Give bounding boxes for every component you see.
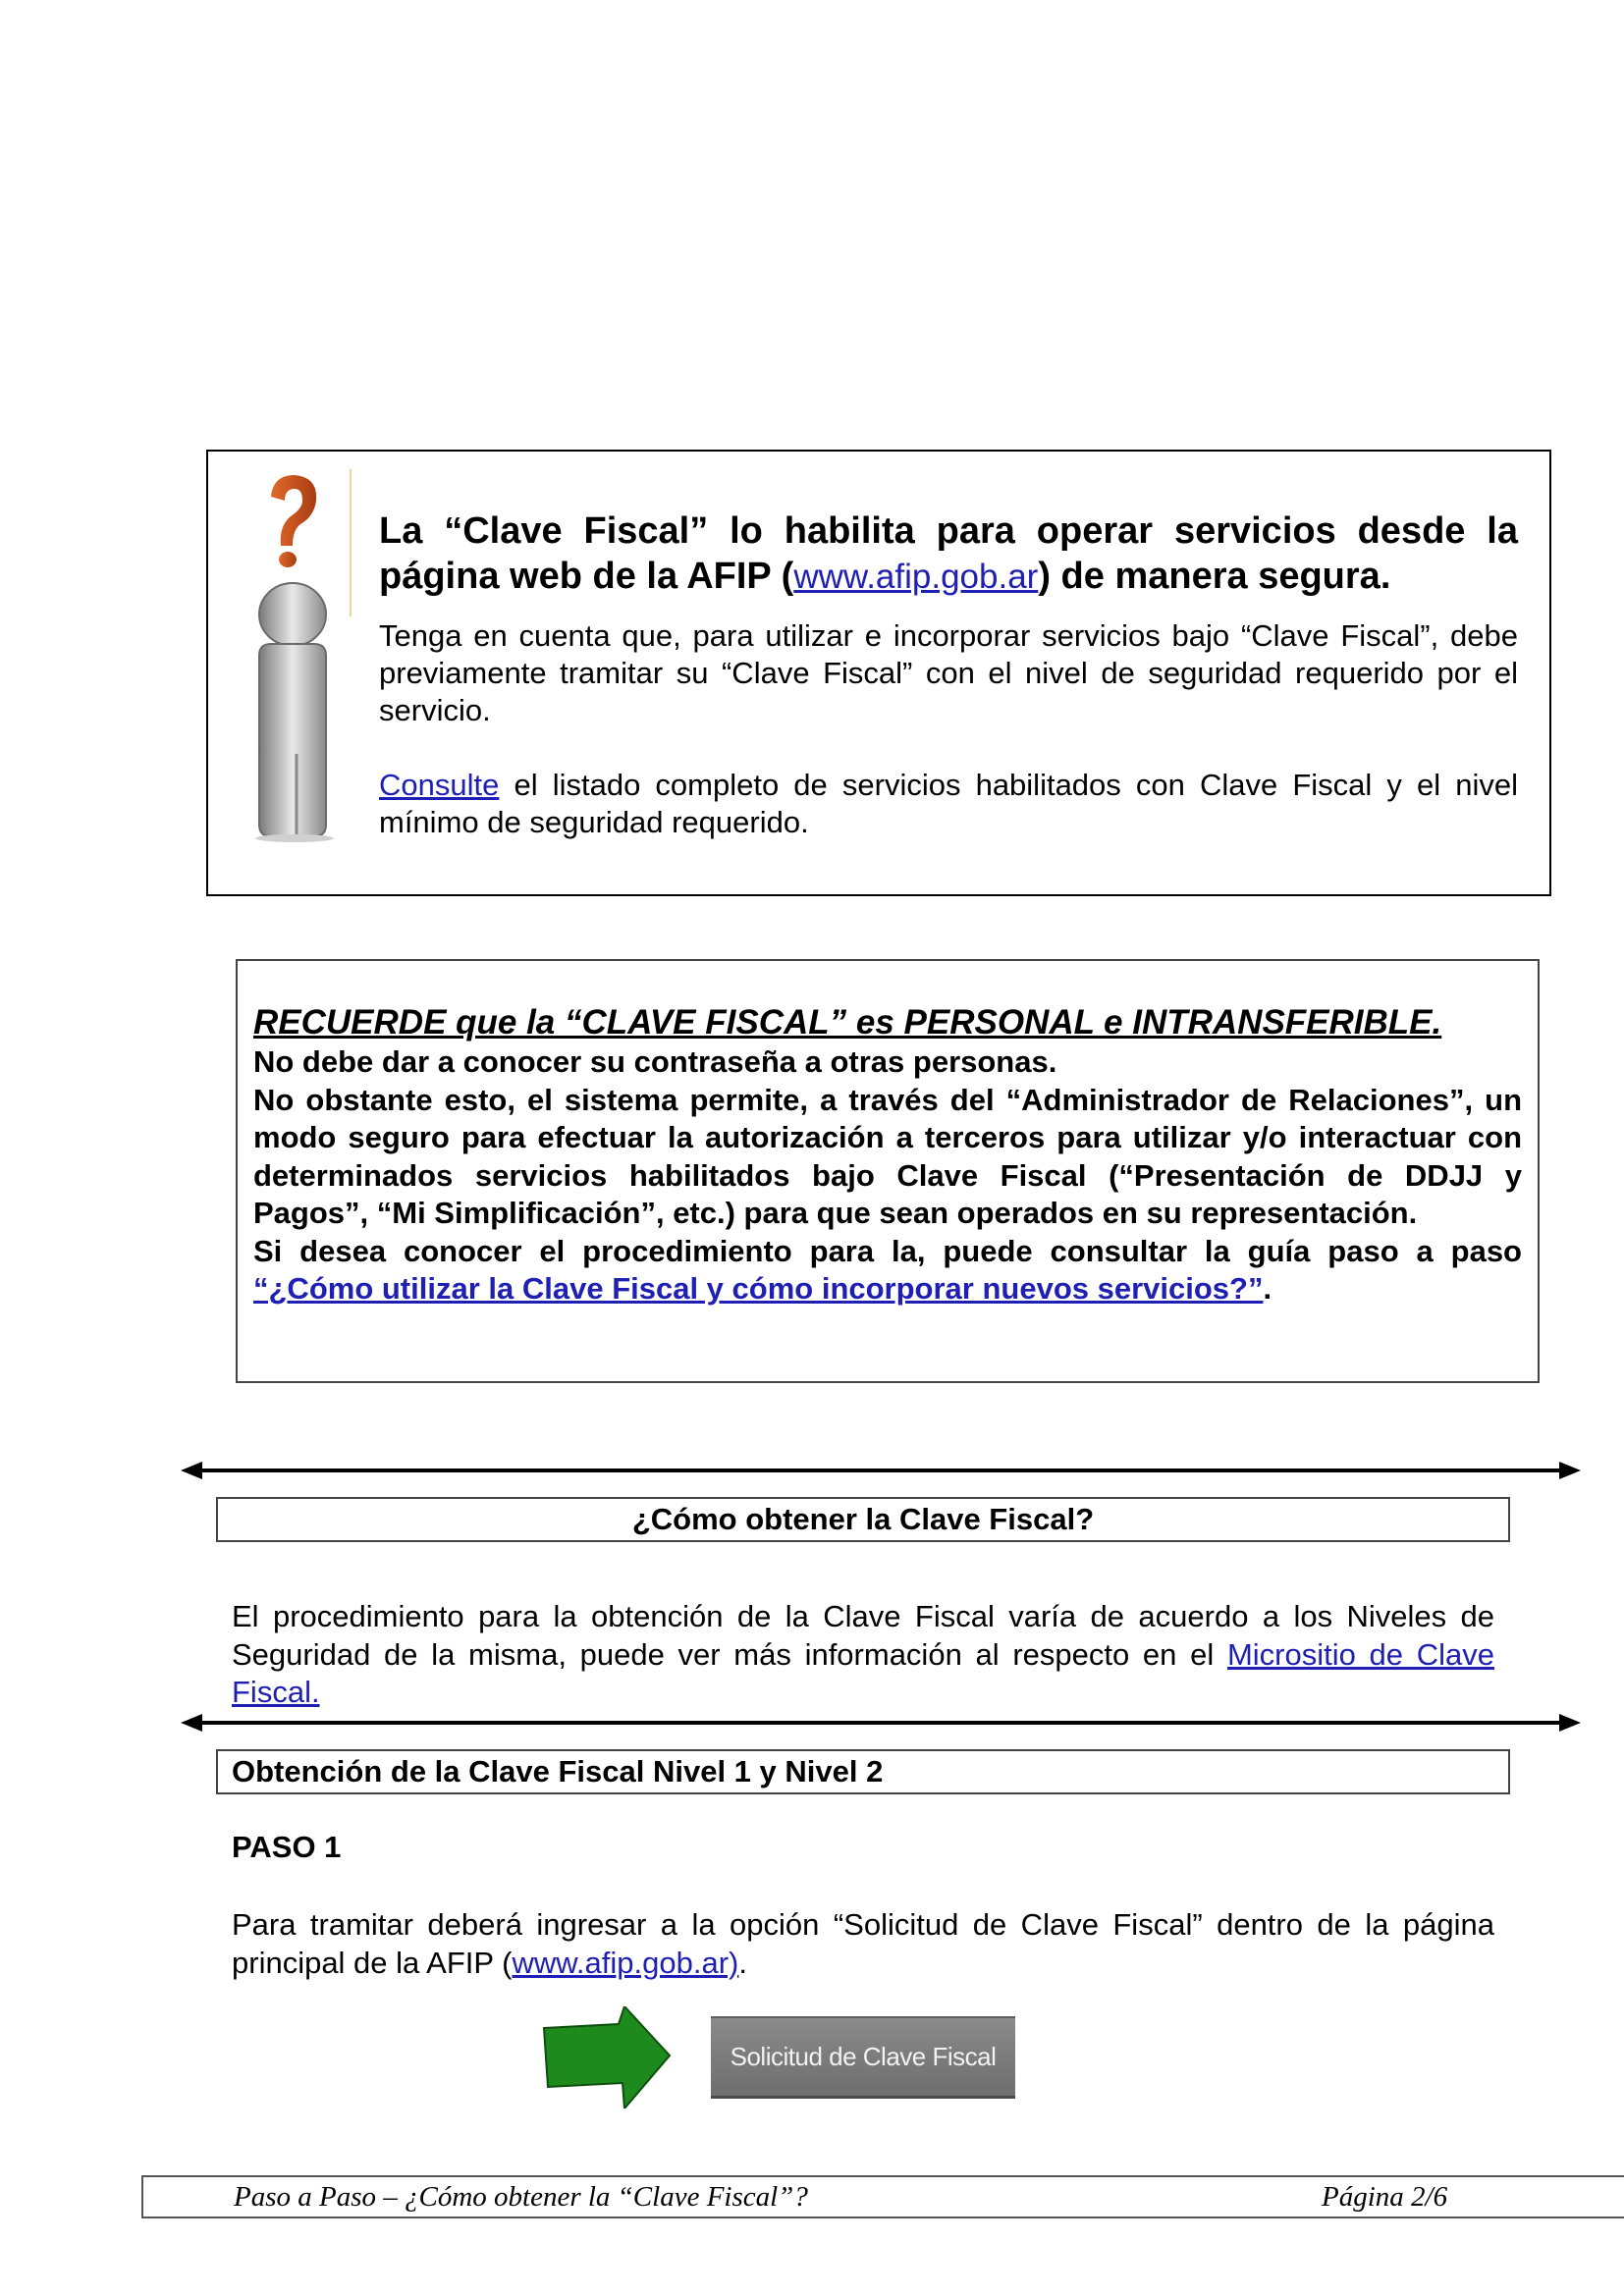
info-title: La “Clave Fiscal” lo habilita para operar servicios desde la página web de la AFIP (www.afip.gob.ar) de manera segura. (379, 510, 1518, 597)
recuerde-content (253, 1002, 1522, 1308)
green-arrow-icon (542, 2006, 672, 2109)
section-header-nivel: Obtención de la Clave Fiscal Nivel 1 y Nivel 2 (216, 1749, 1510, 1794)
section1-text: El procedimiento para la obtención de la Clave Fiscal varía de acuerdo a los Niveles de Seguridad de la misma, puede ver más información al respecto en el Micrositio de Clave Fiscal. (232, 1599, 1494, 1709)
footer (141, 2175, 1624, 2218)
info-text (379, 508, 1518, 841)
divider-arrow (181, 1711, 1581, 1735)
info-paragraph-1: Tenga en cuenta que, para utilizar e incorporar servicios bajo “Clave Fiscal”, debe previamente tramitar su “Clave Fiscal” con el nivel de seguridad requerido por el servicio. (379, 618, 1518, 727)
recuerde-title: RECUERDE que la “CLAVE FISCAL” es PERSONAL e INTRANSFERIBLE. (253, 1003, 1442, 1041)
info-box (206, 450, 1551, 896)
guia-link[interactable]: “¿Cómo utilizar la Clave Fiscal y cómo incorporar nuevos servicios?” (253, 1271, 1264, 1306)
afip-link[interactable]: www.afip.gob.ar (793, 558, 1039, 596)
micrositio-link[interactable]: Micrositio de Clave Fiscal. (232, 1636, 1494, 1709)
section-header-como-obtener: ¿Cómo obtener la Clave Fiscal? (216, 1497, 1510, 1542)
section2-text: Para tramitar deberá ingresar a la opción “Solicitud de Clave Fiscal” dentro de la página principal de la AFIP (www.afip.gob.ar). (232, 1907, 1494, 1980)
afip-link-2[interactable]: www.afip.gob.ar) (512, 1945, 739, 1980)
solicitud-clave-fiscal-button[interactable]: Solicitud de Clave Fiscal (711, 2016, 1015, 2099)
page-number: Página 2/6 (1322, 2181, 1448, 2213)
recuerde-line-1: No debe dar a conocer su contraseña a otras personas. (253, 1044, 1057, 1079)
question-person-icon (234, 469, 352, 842)
recuerde-box (236, 959, 1540, 1383)
info-paragraph-2: Consulte el listado completo de servicios habilitados con Clave Fiscal y el nivel mínimo de seguridad requerido. (379, 768, 1518, 839)
footer-title: Paso a Paso – ¿Cómo obtener la “Clave Fiscal”? (234, 2181, 808, 2213)
paso-1-heading: PASO 1 (232, 1830, 342, 1864)
divider-arrow (181, 1459, 1581, 1482)
recuerde-line-3: Si desea conocer el procedimiento para la, puede consultar la guía paso a paso “¿Cómo utilizar la Clave Fiscal y cómo incorporar nuevos servicios?”. (253, 1233, 1522, 1306)
recuerde-line-2: No obstante esto, el sistema permite, a través del “Administrador de Relaciones”, un modo seguro para efectuar la autorización a terceros para utilizar y/o interactuar con determinados servicios habilitados bajo Clave Fiscal (“Presentación de DDJJ y Pagos”, “Mi Simplificación”, etc.) para que sean operados en su representación. (253, 1082, 1522, 1230)
consulte-link[interactable]: Consulte (379, 768, 500, 802)
